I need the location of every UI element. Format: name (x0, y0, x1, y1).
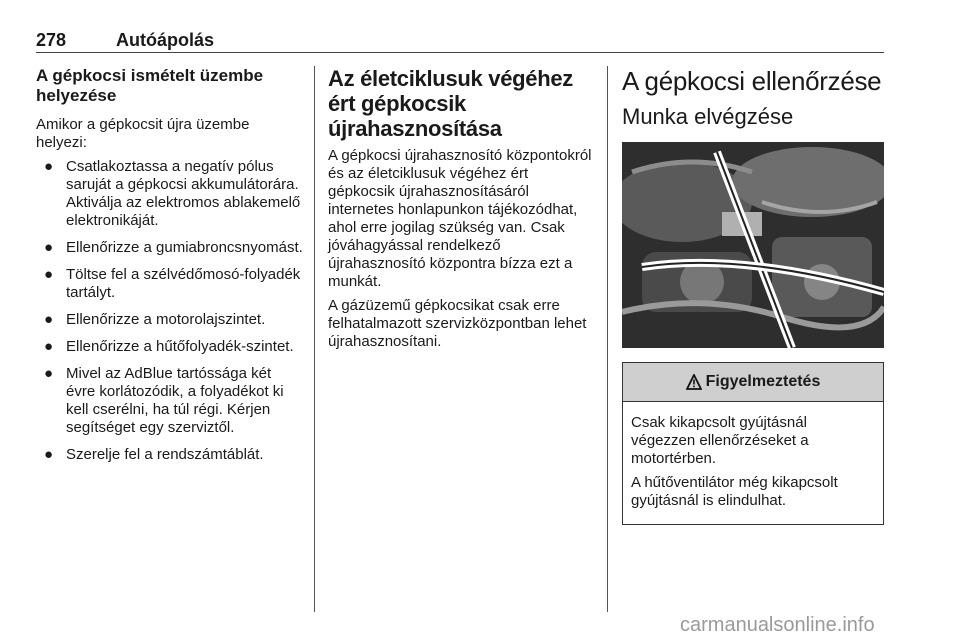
bullet-icon: ● (44, 446, 54, 463)
page-number: 278 (36, 30, 67, 50)
list-item: ● Szerelje fel a rendszámtáblát. (44, 446, 264, 463)
column-divider (314, 66, 315, 612)
list-item: ● Csatlakoztassa a negatív pólus saruját a gépkocsi akkumulátorára. Aktiválja az elektromos ablakemelő elektronikáját. (44, 158, 301, 229)
bullet-icon: ● (44, 338, 54, 355)
warning-box (622, 362, 884, 525)
running-title: Autóápolás (116, 30, 215, 50)
warning-paragraph-1: Csak kikapcsolt gyújtásnál végezzen ellenőrzéseket a motortérben. (631, 414, 809, 467)
column-left (36, 66, 304, 473)
bullet-icon: ● (44, 365, 54, 382)
watermark: carmanualsonline.info (680, 614, 875, 636)
column-divider (607, 66, 608, 612)
list-item: ● Ellenőrizze a gumiabroncsnyomást. (44, 239, 303, 256)
section-heading-recommission: A gépkocsi ismételt üzembe helyezése (36, 66, 264, 105)
list-item: ● Ellenőrizze a motorolajszintet. (44, 311, 266, 328)
list-item: ● Mivel az AdBlue tartóssága két évre korlátozódik, a folyadékot ki kell cserélni, ha túl régi. Kérjen segítséget egy szerviztől. (44, 365, 284, 436)
bullet-icon: ● (44, 266, 54, 283)
warning-triangle-icon (686, 374, 702, 390)
checklist (36, 158, 304, 464)
bullet-icon: ● (44, 239, 54, 256)
list-item: ● Ellenőrizze a hűtőfolyadék-szintet. (44, 338, 294, 355)
column-middle (328, 66, 592, 357)
warning-header (623, 363, 883, 402)
list-item: ● Töltse fel a szélvédőmosó-folyadék tartályt. (44, 266, 301, 301)
warning-title: Figyelmeztetés (705, 373, 821, 390)
section-heading-recycling: Az életciklusuk végéhez ért gépkocsik újrahasznosítása (328, 66, 573, 141)
subsection-heading-work: Munka elvégzése (622, 104, 794, 129)
engine-bay-illustration (622, 142, 884, 348)
recycling-paragraph-2: A gázüzemű gépkocsikat csak erre felhatalmazott szervizközpontban lehet újrahasznosítani. (328, 297, 587, 350)
bullet-icon: ● (44, 311, 54, 328)
section-heading-inspection: A gépkocsi ellenőrzése (622, 66, 882, 96)
column-right (622, 66, 884, 525)
bullet-icon: ● (44, 158, 54, 175)
recycling-paragraph-1: A gépkocsi újrahasznosító központokról és az életciklusuk végéhez ért gépkocsik újrahasznosításáról internetes honlapunkon tájékozódhat, ahol erre jogilag szükség van. Csak jóváhagyással rendelkező újrahasznosító központra bízza ezt a munkát. (328, 147, 592, 290)
engine-bay-photo (622, 142, 884, 348)
warning-body (623, 402, 883, 524)
intro-text: Amikor a gépkocsit újra üzembe helyezi: (36, 116, 250, 151)
page-header (36, 30, 884, 53)
warning-paragraph-2: A hűtőventilátor még kikapcsolt gyújtásnál is elindulhat. (631, 474, 838, 509)
